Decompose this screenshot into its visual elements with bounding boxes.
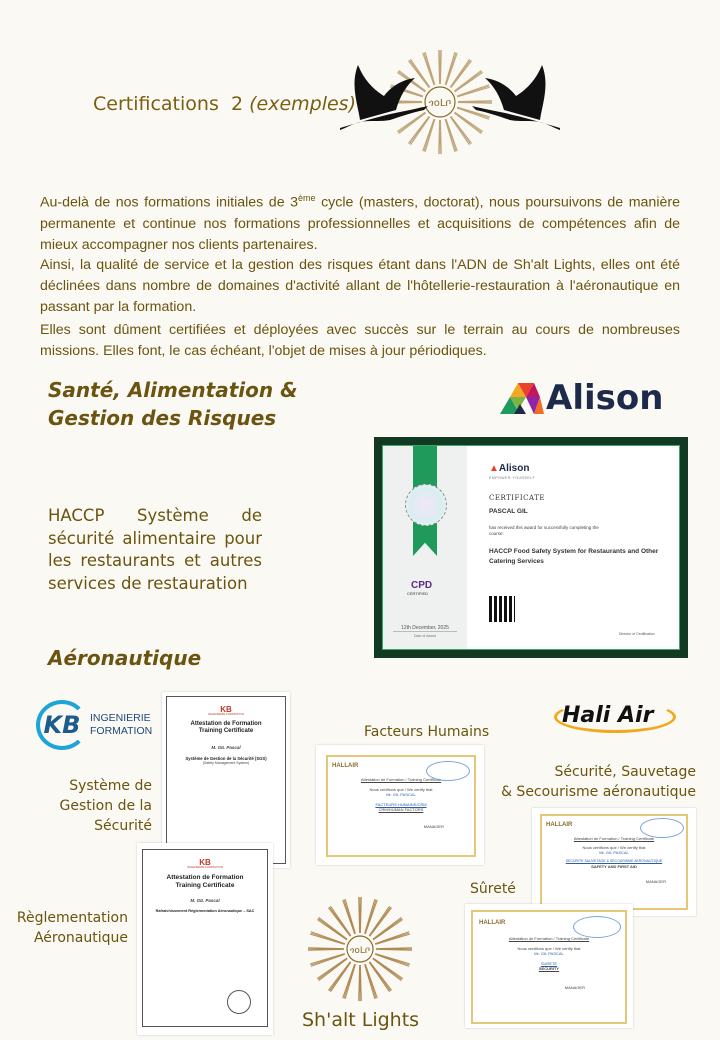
stamp-icon: [640, 818, 684, 838]
hali-fh-name: Mr. GIL PASCAL: [386, 792, 416, 797]
cert-signer-title: Director of Certification: [619, 632, 655, 636]
label-surete: Sûreté: [470, 881, 516, 897]
kb1-logo: KB: [220, 705, 232, 714]
page-title: [93, 93, 356, 115]
award-date-label: Date of Award: [414, 634, 436, 638]
footer-emblem-text: ጎoLቦ: [349, 946, 371, 956]
cpd-logo: CPD: [411, 580, 433, 591]
label-sgs: [40, 776, 152, 836]
kb2-logo: KB: [199, 858, 211, 867]
section-heading-aero: Aéronautique: [48, 646, 202, 670]
intro-p1-end: cycle (masters, doctorat), nous poursuivons de manière permanente et continue nos formations professionnelles et acquisitions de compétences afin de mieux accompagner nos clients partenaires.: [40, 194, 680, 253]
alison-logo: [500, 378, 663, 418]
label-securite-line2: & Secourisme aéronautique: [501, 784, 696, 800]
cert-brand-text: Alison: [498, 463, 530, 474]
hali-surete-line1: Nous certifions que / We certify that: [517, 946, 581, 951]
kb2-course: Rafraîchissement Réglementation Aéronautique – SAC: [155, 909, 255, 913]
stamp-icon: [573, 916, 621, 938]
crane-right-icon: [472, 65, 560, 130]
section-heading-sante: [48, 376, 298, 432]
cpd-certified: CERTIFIED: [407, 591, 429, 596]
kb1-sub: INGENIERIE FORMATION: [208, 712, 244, 716]
kb1-title-en: Training Certificate: [198, 728, 254, 734]
emblem-text: ጎoLቦ: [428, 98, 452, 109]
kb2-sub: INGENIERIE FORMATION: [187, 865, 223, 869]
hali-ssa-name: Mr. GIL PASCAL: [599, 850, 629, 855]
hali-ssa-course: SECURITE SAUVETAGE & SECOURISME AERONAUTIQUE: [565, 859, 663, 863]
footer-brand: Sh'alt Lights: [302, 1009, 420, 1031]
kb-mark-icon: [36, 700, 88, 750]
hali-ssa-title: Attestation de Formation / Training Certificate: [573, 836, 655, 841]
hali-air-logo: [554, 697, 680, 739]
hali-surete-course: SURETE: [540, 961, 558, 966]
hali-surete-logo: HALLAIR: [479, 920, 506, 926]
alison-certificate[interactable]: [374, 437, 688, 658]
hali-fh-manager: MANAGER: [423, 824, 444, 829]
intro-paragraph-1: [40, 188, 680, 256]
kb-certificate-sgs[interactable]: [162, 692, 290, 868]
hali-surete-course-en: SECURITY: [538, 966, 560, 971]
kb-logo: [36, 700, 152, 750]
label-sgs-line2: Gestion de la: [59, 798, 152, 814]
kb2-title-en: Training Certificate: [175, 882, 235, 889]
stamp-icon: [426, 761, 470, 781]
footer-emblem: [303, 896, 423, 1008]
cert-heading: CERTIFICATE: [489, 494, 545, 502]
haccp-description: HACCP Système de sécurité alimentaire pour les restaurants et autres services de restauration: [48, 506, 262, 593]
hali-certificate-securite[interactable]: [532, 808, 696, 916]
cert-body: has received this award for successfully completing the course:: [489, 525, 599, 536]
hali-surete-manager: MANAGER: [564, 985, 585, 990]
label-sgs-line3: Sécurité: [94, 818, 152, 834]
cert-brand: ▲Alison: [489, 463, 530, 474]
kb-logo-line2: FORMATION: [90, 725, 153, 737]
hali-certificate-surete[interactable]: [465, 904, 633, 1028]
kb1-course-en: (Safety Management System): [202, 761, 250, 765]
kb1-title-fr: Attestation de Formation: [190, 721, 262, 727]
sante-heading-line2: Gestion des Risques: [48, 406, 277, 430]
label-reglementation: [10, 908, 128, 948]
label-facteurs: Facteurs Humains: [364, 724, 490, 740]
title-number: 2: [230, 93, 244, 115]
label-sgs-line1: Système de: [69, 778, 152, 794]
label-reg-line2: Aéronautique: [33, 930, 128, 946]
kb-certificate-reglementation[interactable]: [137, 843, 273, 1035]
cert-tagline: EMPOWER YOURSELF: [489, 476, 536, 480]
kb-logo-line1: INGENIERIE: [90, 712, 151, 724]
kb-mark-text: KB: [43, 711, 81, 739]
hali-surete-name: Mr. GIL PASCAL: [534, 951, 564, 956]
intro-paragraph-2: Ainsi, la qualité de service et la gestion des risques étant dans l'ADN de Sh'alt Lights, elles ont été déclinées dans nombre de domaines d'activité allant de l'hôtellerie-restauration à l'aéronautique en passant par la formation.: [40, 257, 680, 315]
hali-ssa-logo: HALLAIR: [546, 822, 573, 828]
intro-p1-start: Au-delà de nos formations initiales de 3: [40, 194, 299, 211]
kb2-name: M. GIL Pascal: [190, 898, 220, 903]
cert-course: HACCP Food Safety System for Restaurants and Other Catering Services: [489, 548, 659, 565]
intro-paragraph-3: Elles sont dûment certifiées et déployées avec succès sur le terrain au cours de nombreuses missions. Elles font, le cas échéant, l'objet de mises à jour périodiques.: [40, 322, 680, 359]
qr-code-icon: [489, 596, 515, 622]
hali-fh-title: Attestation de Formation / Training Certificate: [360, 777, 442, 782]
title-text: Certifications: [93, 93, 219, 115]
hali-ssa-line1: Nous certifions que / We certify that: [582, 845, 646, 850]
hali-ssa-course-en: SAFETY AND FIRST AID: [591, 864, 637, 869]
kb1-course: Système de Gestion de la Sécurité (SGS): [185, 756, 267, 761]
hali-ssa-manager: MANAGER: [645, 879, 666, 884]
hali-fh-course-en: CRM/HUMAN FACTORS: [378, 807, 424, 812]
header-emblem: [340, 50, 560, 160]
hali-fh-course: FACTEURS HUMAINS/CRM: [375, 802, 427, 807]
alison-mark-icon: [500, 380, 544, 416]
stamp-icon: [227, 990, 251, 1014]
cert-name: PASCAL GIL: [489, 508, 528, 515]
award-date: 12th December, 2025: [393, 625, 457, 632]
hali-fh-logo: HALLAIR: [332, 763, 359, 769]
alison-seal-icon: [405, 484, 447, 526]
title-subtitle: (exemples): [249, 93, 356, 115]
alison-logo-text: Alison: [546, 378, 664, 418]
label-securite-line1: Sécurité, Sauvetage: [554, 764, 696, 780]
hali-certificate-facteurs[interactable]: [316, 745, 484, 865]
hali-fh-line1: Nous certifions que / We certify that: [369, 787, 433, 792]
hali-surete-title: Attestation de Formation / Training Certificate: [508, 936, 590, 941]
hali-air-text: Hali Air: [562, 703, 654, 728]
label-securite: [500, 762, 696, 802]
label-reg-line1: Règlementation: [16, 910, 128, 926]
intro-p1-sup: ème: [298, 193, 316, 203]
kb1-name: M. GIL Pascal: [211, 745, 241, 750]
sante-heading-line1: Santé, Alimentation &: [48, 378, 298, 402]
kb2-title-fr: Attestation de Formation: [166, 874, 244, 881]
